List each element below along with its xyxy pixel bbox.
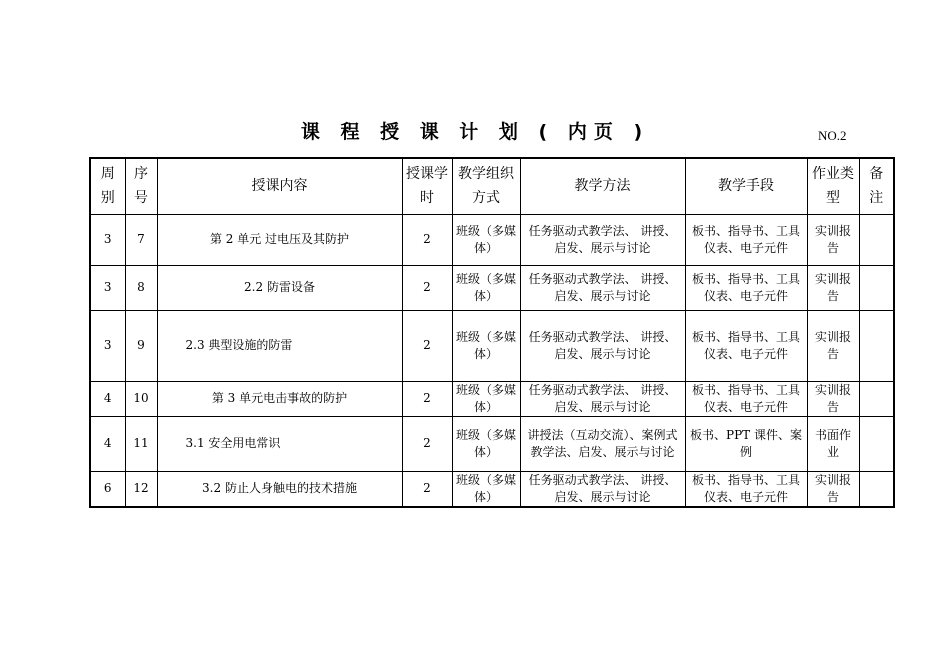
- table-row: [90, 310, 894, 381]
- cell-homework: 实训报告: [807, 214, 859, 265]
- cell-method: 任务驱动式教学法、 讲授、启发、展示与讨论: [520, 214, 685, 265]
- cell-org: 班级（多媒体）: [452, 214, 520, 265]
- cell-means: 板书、指导书、工具仪表、电子元件: [685, 310, 807, 381]
- header-content: 授课内容: [157, 158, 402, 214]
- cell-org: 班级（多媒体）: [452, 471, 520, 507]
- cell-method: 任务驱动式教学法、 讲授、启发、展示与讨论: [520, 381, 685, 416]
- cell-week: 4: [90, 416, 125, 471]
- cell-content: 第 3 单元电击事故的防护: [157, 381, 402, 416]
- cell-method: 任务驱动式教学法、 讲授、启发、展示与讨论: [520, 310, 685, 381]
- table-row: [90, 214, 894, 265]
- cell-homework: 实训报告: [807, 310, 859, 381]
- cell-seq: 9: [125, 310, 157, 381]
- cell-hours: 2: [402, 265, 452, 310]
- header-seq: 序号: [125, 158, 157, 214]
- cell-hours: 2: [402, 416, 452, 471]
- table-row: [90, 381, 894, 416]
- table-row: [90, 416, 894, 471]
- cell-org: 班级（多媒体）: [452, 265, 520, 310]
- cell-content: 2.2 防雷设备: [157, 265, 402, 310]
- cell-means: 板书、指导书、工具仪表、电子元件: [685, 381, 807, 416]
- cell-hours: 2: [402, 214, 452, 265]
- course-plan-table: [89, 157, 895, 508]
- cell-note: [859, 265, 894, 310]
- header-hours: 授课学时: [402, 158, 452, 214]
- header-homework: 作业类型: [807, 158, 859, 214]
- cell-org: 班级（多媒体）: [452, 310, 520, 381]
- cell-homework: 实训报告: [807, 381, 859, 416]
- header-method: 教学方法: [520, 158, 685, 214]
- header-row: [90, 158, 894, 214]
- cell-note: [859, 310, 894, 381]
- cell-means: 板书、PPT 课件、案例: [685, 416, 807, 471]
- cell-week: 3: [90, 265, 125, 310]
- cell-week: 3: [90, 310, 125, 381]
- cell-content: 第 2 单元 过电压及其防护: [157, 214, 402, 265]
- document-title: 课 程 授 课 计 划 ( 内页 ): [300, 121, 650, 143]
- cell-org: 班级（多媒体）: [452, 416, 520, 471]
- cell-seq: 7: [125, 214, 157, 265]
- cell-means: 板书、指导书、工具仪表、电子元件: [685, 214, 807, 265]
- cell-seq: 11: [125, 416, 157, 471]
- cell-homework: 实训报告: [807, 265, 859, 310]
- table-row: [90, 265, 894, 310]
- page-number: NO.2: [818, 128, 847, 143]
- cell-content: 2.3 典型设施的防雷: [157, 310, 402, 381]
- cell-seq: 12: [125, 471, 157, 507]
- cell-seq: 10: [125, 381, 157, 416]
- cell-note: [859, 381, 894, 416]
- cell-week: 6: [90, 471, 125, 507]
- cell-homework: 实训报告: [807, 471, 859, 507]
- header-note: 备注: [859, 158, 894, 214]
- header-week: 周别: [90, 158, 125, 214]
- cell-means: 板书、指导书、工具仪表、电子元件: [685, 471, 807, 507]
- cell-method: 任务驱动式教学法、 讲授、启发、展示与讨论: [520, 471, 685, 507]
- table-row: [90, 471, 894, 507]
- cell-content: 3.2 防止人身触电的技术措施: [157, 471, 402, 507]
- cell-note: [859, 214, 894, 265]
- cell-homework: 书面作业: [807, 416, 859, 471]
- cell-method: 任务驱动式教学法、 讲授、启发、展示与讨论: [520, 265, 685, 310]
- cell-means: 板书、指导书、工具仪表、电子元件: [685, 265, 807, 310]
- cell-method: 讲授法（互动交流）、案例式教学法、启发、展示与讨论: [520, 416, 685, 471]
- cell-hours: 2: [402, 471, 452, 507]
- cell-note: [859, 471, 894, 507]
- cell-content: 3.1 安全用电常识: [157, 416, 402, 471]
- cell-note: [859, 416, 894, 471]
- cell-seq: 8: [125, 265, 157, 310]
- cell-hours: 2: [402, 310, 452, 381]
- cell-week: 4: [90, 381, 125, 416]
- cell-org: 班级（多媒体）: [452, 381, 520, 416]
- cell-week: 3: [90, 214, 125, 265]
- cell-hours: 2: [402, 381, 452, 416]
- header-means: 教学手段: [685, 158, 807, 214]
- header-org: 教学组织方式: [452, 158, 520, 214]
